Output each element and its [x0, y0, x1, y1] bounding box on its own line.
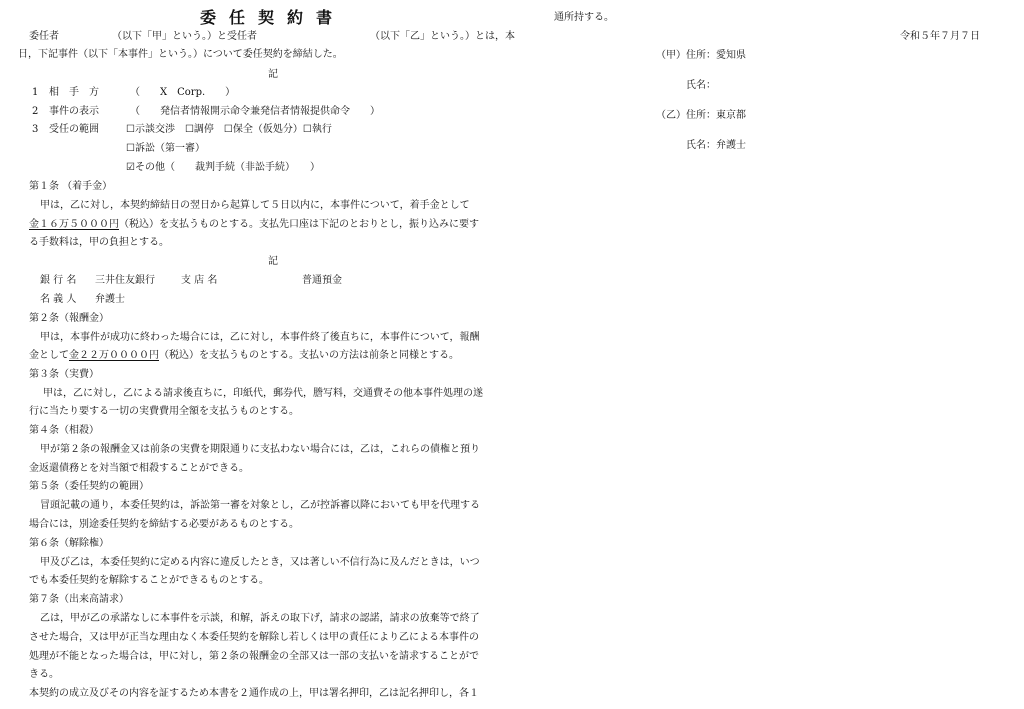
article-1-line-3: る手数料は，甲の負担とする。: [29, 237, 169, 248]
party-a-name: 氏名：: [686, 80, 716, 91]
case-scope-options-2: ☐訴訟（第一審）: [126, 143, 205, 154]
case-scope-options-3: ☑その他（ 裁判手続（非訟手続） ）: [126, 162, 320, 173]
case-row-2-num: 2: [32, 106, 39, 117]
closing-statement: 本契約の成立及びその内容を証するため本書を２通作成の上，甲は署名押印，乙は記名押印し，各１: [29, 688, 479, 699]
intro-delegator-def: （以下「甲」という。）と受任者: [112, 31, 257, 42]
case-row-3-num: 3: [32, 124, 39, 135]
case-row-1-num: 1: [32, 87, 39, 98]
article-4-line-1: 甲が第２条の報酬金又は前条の実費を期限通りに支払わない場合には，乙は，これらの債権と預り: [40, 444, 480, 455]
article-2-line-1: 甲は，本事件が成功に終わった場合には，乙に対し，本事件終了後直ちに，本事件について，報酬: [40, 332, 480, 343]
ki-heading-1: 記: [268, 69, 278, 80]
article-7-line-4: きる。: [29, 669, 59, 680]
contract-date: 令和５年７月７日: [900, 31, 980, 42]
article-3-heading: 第３条（実費）: [29, 369, 99, 380]
article-5-line-2: 場合には，別途委任契約を締結する必要があるものとする。: [29, 519, 299, 530]
bank-name-label: 銀 行 名: [40, 275, 77, 286]
article-7-heading: 第７条（出来高請求）: [29, 594, 129, 605]
article-6-heading: 第６条（解除権）: [29, 538, 109, 549]
bank-name-value: 三井住友銀行: [95, 275, 155, 286]
article-5-heading: 第５条（委任契約の範囲）: [29, 481, 149, 492]
article-7-line-3: 処理が不能となった場合は，甲に対し，第２条の報酬金の全部又は一部の支払いを請求することがで: [29, 651, 479, 662]
article-1-line-2-rest: （税込）を支払うものとする。支払先口座は下記のとおりとし，振り込みに要す: [119, 219, 479, 230]
ki-heading-2: 記: [268, 256, 278, 267]
article-2-line-2-rest: （税込）を支払うものとする。支払いの方法は前条と同様とする。: [159, 350, 459, 361]
article-4-heading: 第４条（相殺）: [29, 425, 99, 436]
account-type: 普通預金: [302, 275, 342, 286]
case-row-3-label: 受任の範囲: [49, 124, 99, 135]
article-7-line-2: させた場合，又は甲が正当な理由なく本委任契約を解除し若しくは甲の責任により乙による本事件の: [29, 632, 479, 643]
article-1-heading: 第１条 （着手金）: [29, 181, 113, 192]
intro-line-2: 日，下記事件（以下「本事件」という。）について委任契約を締結した。: [18, 49, 343, 60]
article-2-fee-amount: 金２２万００００円: [69, 350, 159, 361]
article-3-line-1: 甲は，乙に対し，乙による請求後直ちに，印紙代，郵券代，謄写料，交通費その他本事件処理の遂: [43, 388, 483, 399]
account-holder-value: 弁護士: [95, 294, 125, 305]
article-5-line-1: 冒頭記載の通り，本委任契約は，訴訟第一審を対象とし，乙が控訴審以降においても甲を代理する: [40, 500, 480, 511]
party-b-address: （乙）住所：東京都: [656, 110, 746, 121]
account-holder-label: 名 義 人: [40, 294, 77, 305]
article-1-line-2: [29, 219, 479, 231]
article-2-heading: 第２条（報酬金）: [29, 313, 109, 324]
article-3-line-2: 行に当たり要する一切の実費費用全額を支払うものとする。: [29, 406, 299, 417]
branch-name-label: 支 店 名: [181, 275, 218, 286]
intro-delegator: 委任者: [29, 31, 59, 42]
intro-delegatee-def: （以下「乙」という。）とは，本: [370, 31, 515, 42]
article-2-line-2-pre: 金として: [29, 350, 69, 361]
article-4-line-2: 金返還債務とを対当額で相殺することができる。: [29, 463, 249, 474]
document-title: 委任契約書: [200, 8, 346, 27]
case-row-2-label: 事件の表示: [49, 106, 99, 117]
closing-continuation: 通所持する。: [554, 12, 614, 23]
article-1-line-1: 甲は，乙に対し，本契約締結日の翌日から起算して５日以内に，本事件について，着手金として: [40, 200, 470, 211]
case-row-2-value: （ 発信者情報開示命令兼発信者情報提供命令 ）: [130, 106, 380, 117]
party-a-address: （甲）住所：愛知県: [656, 50, 746, 61]
article-1-fee-amount: 金１６万５０００円: [29, 219, 119, 230]
case-row-1-label: 相 手 方: [49, 87, 99, 98]
article-6-line-1: 甲及び乙は，本委任契約に定める内容に違反したとき，又は著しい不信行為に及んだときは，いつ: [40, 557, 480, 568]
case-scope-options-1: ☐示談交渉 ☐調停 ☐保全（仮処分）☐執行: [126, 124, 332, 135]
article-7-line-1: 乙は，甲が乙の承諾なしに本事件を示談，和解，訴えの取下げ，請求の認諾，請求の放棄等で終了: [40, 613, 480, 624]
article-6-line-2: でも本委任契約を解除することができるものとする。: [29, 575, 269, 586]
article-2-line-2: [29, 350, 459, 362]
case-row-1-value: （ X Corp. ）: [130, 87, 236, 98]
party-b-name: 氏名：弁護士: [686, 140, 746, 151]
